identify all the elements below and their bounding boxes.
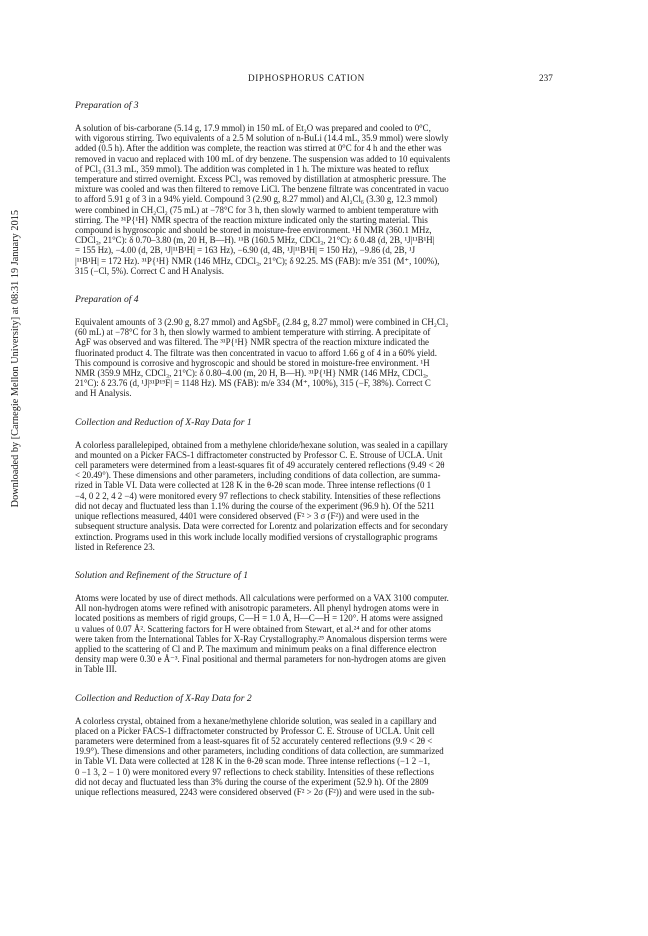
section-paragraph: A colorless parallelepiped, obtained from a methylene chloride/hexane solution, was sealed in a capillary and mounted on a Picker FACS-1 diffractometer constructed by Professor C. E. Strouse of UCLA. Unit cell parameters were determined from a least-squares fit of 49 accurately centered reflections (9.49 < 2θ < 20.49°). These dimensions and other parameters, including conditions of data collection, are summa- rized in Table VI. Data were collected at 128 K in the θ-2θ scan mode. Three intense reflections (0 1 −4, 0 2 2, 4 2 −4) were monitored every 97 reflections to check stability. Intensities of these reflections did not decay and fluctuated less than 1.1% during the course of the experiment (96.9 h). Of the 5211 unique reflections measured, 4401 were considered observed (F² > 3 σ (F²)) and were used in the subsequent structure analysis. Data were corrected for Lorentz and polarization effects and for secondary extinction. Programs used in this work include locally modified versions of crystallographic programs listed in Reference 23. <box>75 439 448 552</box>
section-heading: Preparation of 3 <box>75 100 139 111</box>
section-heading: Collection and Reduction of X-Ray Data for 1 <box>75 416 252 428</box>
section-xray-collection-1 <box>75 417 571 552</box>
section-preparation-4 <box>75 294 571 399</box>
section-heading: Solution and Refinement of the Structure of 1 <box>75 569 249 581</box>
section-paragraph: Equivalent amounts of 3 (2.90 g, 8.27 mmol) and AgSbF₆ (2.84 g, 8.27 mmol) were combined in CH₂Cl₂ (60 mL) at −78°C for 3 h, then slowly warmed to ambient temperature with stirring. A precipitate of AgF was observed and was filtered. The ³¹P{¹H} NMR spectra of the reaction mixture indicated the fluorinated product 4. The filtrate was then concentrated in vacuo to afford 1.66 g of 4 in a 60% yield. This compound is corrosive and hygroscopic and should be stored in moisture-free environment. ¹H NMR (359.9 MHz, CDCl₃, 21°C): δ 0.80–4.00 (m, 20 H, B—H). ³¹P{¹H} NMR (146 MHz, CDCl₃, 21°C): δ 23.76 (d, ¹J|³¹P¹⁹F| = 1148 Hz). MS (FAB): m/e 334 (M⁺, 100%), 315 (−F, 38%). Correct C and H Analysis. <box>75 317 449 399</box>
section-paragraph: Atoms were located by use of direct methods. All calculations were performed on a VAX 3100 computer. All non-hydrogen atoms were refined with anisotropic parameters. All phenyl hydrogen atoms were in located positions as members of rigid groups, C—H = 1.0 Å, H—C—H = 120°. H atoms were assigned u values of 0.07 Å². Scattering factors for H were obtained from Stewart, et al.²⁴ and for other atoms were taken from the International Tables for X-Ray Crystallography.²⁵ Anomalous dispersion terms were applied to the scattering of Cl and P. The maximum and minimum peaks on a final difference electron density map were 0.30 e Å⁻³. Final positional and thermal parameters for non-hydrogen atoms are given in Table III. <box>75 592 449 675</box>
download-note: Downloaded by [Carnegie Mellon University] at 08:31 19 January 2015 <box>10 210 21 508</box>
running-head: DIPHOSPHORUS CATION <box>248 73 365 83</box>
section-paragraph: A colorless crystal, obtained from a hexane/methylene chloride solution, was sealed in a capillary and placed on a Picker FACS-1 diffractometer constructed by Professor C. E. Strouse of UCLA. Unit cell parameters were determined from a least-squares fit of 52 accurately centered reflections (9.9 < 2θ < 19.9°). These dimensions and other parameters, including conditions of data collection, are summarized in Table VI. Data were collected at 128 K in the θ-2θ scan mode. Three intense reflections (−1 2 −1, 0 −1 3, 2 − 1 0) were monitored every 97 reflections to check stability. Intensities of these reflections did not decay and fluctuated less than 3% during the course of the experiment (52.9 h). Of the 2809 unique reflections measured, 2243 were considered observed (F² > 2σ (F²)) and were used in the sub- <box>75 715 444 797</box>
section-xray-collection-2 <box>75 693 571 798</box>
section-paragraph: A solution of bis-carborane (5.14 g, 17.9 mmol) in 150 mL of Et₂O was prepared and cooled to 0°C, with vigorous stirring. Two equivalents of a 2.5 M solution of n-BuLi (14.4 mL, 35.9 mmol) were slowly added (0.5 h). After the addition was complete, the reaction was stirred at 0°C for 4 h and the ether was removed in vacuo and replaced with 100 mL of dry benzene. The suspension was added to 10 equivalents of PCl₃ (31.3 mL, 359 mmol). The addition was completed in 1 h. The mixture was heated to reflux temperature and stirred overnight. Excess PCl₃ was removed by distillation at atmospheric pressure. The mixture was cooled and was then filtered to remove LiCl. The benzene filtrate was concentrated in vacuo to afford 5.91 g of 3 in a 94% yield. Compound 3 (2.90 g, 8.27 mmol) and Al₂Cl₆ (3.30 g, 12.3 mmol) were combined in CH₂Cl₂ (75 mL) at −78°C for 3 h, then slowly warmed to ambient temperature with stirring. The ³¹P{¹H} NMR spectra of the reaction mixture indicated only the starting material. This compound is hygroscopic and should be stored in moisture-free environment. ¹H NMR (360.1 MHz, CDCl₃, 21°C): δ 0.70–3.80 (m, 20 H, B—H). ¹¹B (160.5 MHz, CDCl₃, 21°C): δ 0.48 (d, 2B, ¹J|¹¹B¹H| = 155 Hz), −4.00 (d, 2B, ¹J|¹¹B¹H| = 163 Hz), −6.90 (d, 4B, ¹J|¹¹B¹H| = 150 Hz), −9.86 (d, 2B, ¹J |¹¹B¹H| = 172 Hz). ³¹P{¹H} NMR (146 MHz, CDCl₃, 21°C); δ 92.25. MS (FAB): m/e 351 (M⁺, 100%), 315 (−Cl, 5%). Correct C and H Analysis. <box>75 123 451 276</box>
article-body <box>75 100 571 797</box>
section-heading: Preparation of 4 <box>75 294 139 306</box>
page-number: 237 <box>539 73 553 83</box>
page-header <box>0 73 648 87</box>
section-heading: Collection and Reduction of X-Ray Data for 2 <box>75 692 252 704</box>
download-watermark <box>4 210 21 680</box>
section-preparation-3 <box>75 100 571 276</box>
section-structure-solution-1 <box>75 570 571 675</box>
